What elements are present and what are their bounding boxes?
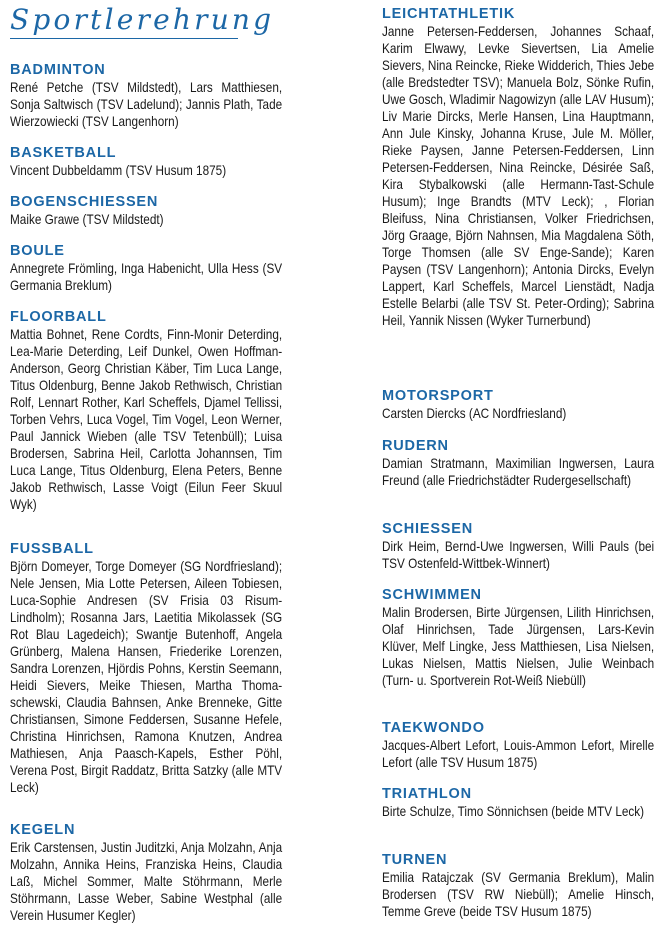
section-leichtathletik	[382, 6, 654, 329]
page-title: Sportlerehrung	[10, 3, 275, 36]
section-basketball	[10, 145, 282, 179]
section-text: Janne Petersen-Feddersen, Johannes Schaaf, Karim Elwawy, Levke Sievertsen, Lia Amelie Sievers, Nina Reincke, Rieke Widderich, Thies Jebe (alle Bredstedter TSV); Manuela Bolz, Sönke Rufin, Uwe Gosch, Wladimir Nagowizyn (alle LAV Husum); Liv Marie Dircks, Merle Hansen, Lina Hauptmann, Ann Jule Kinsky, Johanna Kruse, Jule M. Möller, Rieke Paysen, Janne Petersen-Feddersen, Linn Petersen-Feddersen, Nina Reincke, Désirée Saß, Kira Stybalkowski (alle Hermann-Tast-Schule Husum); Inge Brandts (MTV Leck); , Florian Bleifuss, Nina Christiansen, Volker Friedrichsen, Jörg Graage, Björn Nahnsen, Mia Magdalena Söth, Torge Thomsen (alle SV Enge-Sande); Karen Paysen (TSV Langenhorn); Antonia Dircks, Evelyn Lappert, Karl Scheffels, Marcel Lienstädt, Nadja Estelle Belarbi (alle TSV St. Peter-Ording); Sabrina Heil, Yannik Nissen (Wyker Turnerbund)	[382, 23, 655, 328]
section-motorsport	[382, 388, 654, 422]
section-text: Maike Grawe (TSV Mildstedt)	[10, 211, 164, 227]
section-heading: BOULE	[10, 243, 65, 259]
section-text: Carsten Diercks (AC Nordfriesland)	[382, 405, 567, 421]
section-heading: BASKETBALL	[10, 145, 117, 161]
section-heading: BOGENSCHIESSEN	[10, 194, 159, 210]
section-heading: SCHIESSEN	[382, 521, 473, 537]
section-heading: RUDERN	[382, 438, 449, 454]
section-boule	[10, 243, 282, 294]
section-floorball	[10, 309, 282, 513]
section-text: Emilia Ratajczak (SV Germania Breklum), Malin Brodersen (TSV RW Niebüll); Amelie Hinsch, Temme Greve (beide TSV Husum 1875)	[382, 869, 655, 919]
section-schiessen	[382, 521, 654, 572]
section-fussball	[10, 541, 282, 796]
section-heading: TAEKWONDO	[382, 720, 485, 736]
section-heading: FLOORBALL	[10, 309, 107, 325]
section-heading: TRIATHLON	[382, 786, 472, 802]
section-heading: BADMINTON	[10, 62, 106, 78]
section-schwimmen	[382, 587, 654, 689]
section-triathlon	[382, 786, 654, 820]
section-text: Malin Brodersen, Birte Jürgensen, Lilith Hinrichsen, Olaf Hinrichsen, Tade Jürgensen, Lars-Kevin Klüver, Melf Lingke, Jess Matthiesen, Lisa Nielsen, Lukas Nielsen, Mattis Nielsen, Julie Weinbach (Turn- u. Sportverein Rot-Weiß Niebüll)	[382, 604, 655, 688]
section-text: Dirk Heim, Bernd-Uwe Ingwersen, Willi Pauls (bei TSV Ostenfeld-Wittbek-Winnert)	[382, 538, 655, 571]
section-text: Mattia Bohnet, Rene Cordts, Finn-Monir Deterding, Lea-Marie Deterding, Leif Dunkel, Owen Hoffman-Anderson, Georg Christian Käber, Tim Luca Lange, Titus Oldenburg, Benne Jakob Rethwisch, Christian Rolf, Lennart Rother, Karl Scheffels, Djamel Tellissi, Torben Vehrs, Luca Vogel, Tim Vogel, Leon Werner, Paul Jannick Wieben (alle TSV Tetenbüll); Luisa Brodersen, Sabrina Heil, Carlotta Johannsen, Tim Luca Lange, Titus Oldenburg, Elena Peters, Benne Jakob Rethwisch, Lasse Voigt (Eilun Feer Skuul Wyk)	[10, 326, 283, 512]
section-text: Damian Stratmann, Maximilian Ingwersen, Laura Freund (alle Friedrichstädter Rudergesellschaft)	[382, 455, 655, 488]
section-heading: MOTORSPORT	[382, 388, 494, 404]
section-heading: FUSSBALL	[10, 541, 94, 557]
section-kegeln	[10, 822, 282, 924]
section-heading: SCHWIMMEN	[382, 587, 482, 603]
section-text: Erik Carstensen, Justin Juditzki, Anja Molzahn, Anja Molzahn, Annika Heins, Franziska Heins, Claudia Laß, Michel Sommer, Malte Stöhrmann, Merle Stöhrmann, Lasse Weber, Sabine Westphal (alle Verein Husumer Kegler)	[10, 839, 283, 923]
section-badminton	[10, 62, 282, 130]
section-text: Jacques-Albert Lefort, Louis-Ammon Lefort, Mirelle Lefort (alle TSV Husum 1875)	[382, 737, 655, 770]
section-bogenschiessen	[10, 194, 282, 228]
section-text: René Petche (TSV Mildstedt), Lars Matthiesen, Sonja Saltwisch (TSV Ladelund); Jannis Plath, Tade Wierzowiecki (TSV Langenhorn)	[10, 79, 283, 129]
section-text: Birte Schulze, Timo Sönnichsen (beide MTV Leck)	[382, 803, 645, 819]
section-text: Björn Domeyer, Torge Domeyer (SG Nordfriesland); Nele Jensen, Mia Lotte Petersen, Aileen Tobiesen, Luca-Sophie Andresen (SV Frisia 03 Risum-Lindholm); Rosanna Jars, Laetitia Mikolassek (SG Rot Blau Lagedeich); Swantje Butenhoff, Angela Grünberg, Malena Hansen, Friederike Lorenzen, Sandra Lorenzen, Hjördis Pohns, Kerstin Seemann, Heidi Sievers, Meike Thiesen, Martha Thomaschewski, Claudia Bahnsen, Anke Brenneke, Gitte Christiansen, Simone Feddersen, Susanne Hefele, Christina Hinrichsen, Ramona Knutzen, Andrea Mathiesen, Anja Paasch-Kapels, Esther Pöhl, Verena Post, Birgit Raddatz, Britta Satzky (alle MTV Leck)	[10, 558, 283, 795]
section-heading: TURNEN	[382, 852, 448, 868]
section-rudern	[382, 438, 654, 489]
section-heading: LEICHTATHLETIK	[382, 6, 516, 22]
section-text: Vincent Dubbeldamm (TSV Husum 1875)	[10, 162, 227, 178]
section-heading: KEGELN	[10, 822, 76, 838]
section-turnen	[382, 852, 654, 920]
title-underline	[10, 38, 238, 39]
section-text: Annegrete Frömling, Inga Habenicht, Ulla Hess (SV Germania Breklum)	[10, 260, 283, 293]
section-taekwondo	[382, 720, 654, 771]
